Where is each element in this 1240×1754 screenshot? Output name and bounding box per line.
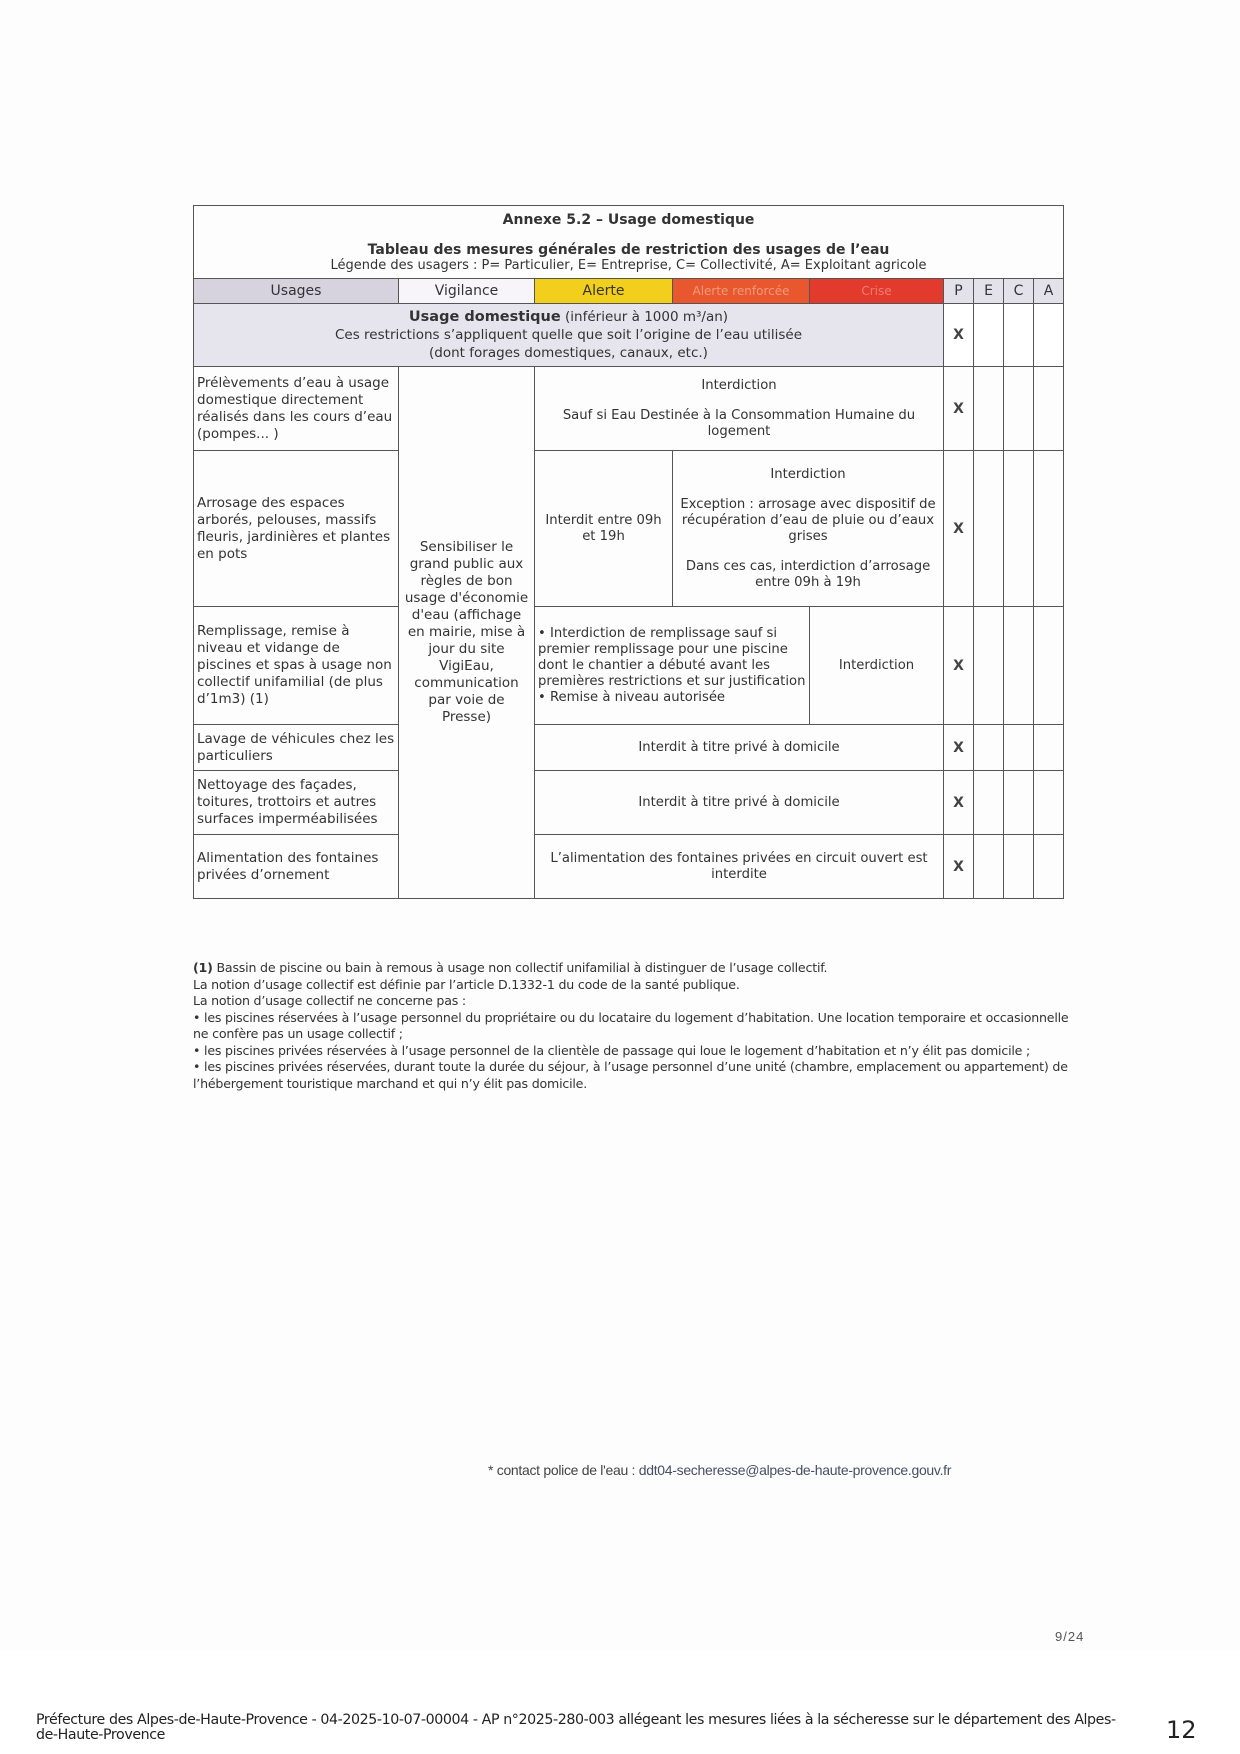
section-row: [194, 304, 1064, 367]
p-mark: X: [944, 725, 974, 771]
section-c-mark: [1004, 304, 1034, 367]
header-crise: Crise: [810, 279, 944, 304]
document-footer: Préfecture des Alpes-de-Haute-Provence - 04-2025-10-07-00004 - AP n°2025-280-003 allégeant les mesures liées à la sécheresse sur le département des Alpes-de-Haute-Provence: [36, 1712, 1116, 1743]
a-mark: [1034, 451, 1064, 607]
e-mark: [974, 725, 1004, 771]
section-p-mark: X: [944, 304, 974, 367]
usage-cell: Alimentation des fontaines privées d’ornement: [194, 835, 399, 899]
p-mark: X: [944, 835, 974, 899]
measure-title: Interdiction: [701, 377, 777, 393]
contact-label: * contact police de l'eau :: [488, 1462, 639, 1478]
a-mark: [1034, 835, 1064, 899]
measure-cell: Interdit à titre privé à domicile: [535, 725, 944, 771]
header-usages: Usages: [194, 279, 399, 304]
header-p: P: [944, 279, 974, 304]
table-row: [194, 451, 1064, 607]
measure-line2: • Remise à niveau autorisée: [538, 689, 726, 705]
usage-cell: Lavage de véhicules chez les particuliers: [194, 725, 399, 771]
footnote: [193, 960, 1073, 1092]
vigilance-cell: Sensibiliser le grand public aux règles de bon usage d'économie d'eau (affichage en mairie, mise à jour du site VigiEau, communication par voie de Presse): [399, 367, 535, 899]
header-c: C: [1004, 279, 1034, 304]
measure-cell: L’alimentation des fontaines privées en circuit ouvert est interdite: [535, 835, 944, 899]
header-row: [194, 279, 1064, 304]
footnote-bullet1: • les piscines réservées à l’usage personnel du propriétaire ou du locataire du logement d’habitation. Une location temporaire et occasionnelle ne confère pas un usage collectif ;: [193, 1009, 1069, 1041]
p-mark: X: [944, 367, 974, 451]
table-row: [194, 725, 1064, 771]
measure-line1: • Interdiction de remplissage sauf si premier remplissage pour une piscine dont le chantier a débuté avant les premières restrictions et sur justification: [538, 625, 806, 689]
a-mark: [1034, 771, 1064, 835]
contact-email-link[interactable]: ddt04-secheresse@alpes-de-haute-provence.gouv.fr: [638, 1462, 952, 1478]
contact-line: [488, 1462, 951, 1478]
usage-cell: Remplissage, remise à niveau et vidange de piscines et spas à usage non collectif unifamilial (de plus d’1m3) (1): [194, 607, 399, 725]
p-mark: X: [944, 607, 974, 725]
scan-page-number: 9/24: [1055, 1629, 1085, 1644]
e-mark: [974, 771, 1004, 835]
table-title-cell: [194, 206, 1064, 279]
footnote-line1-text: Bassin de piscine ou bain à remous à usage non collectif unifamilial à distinguer de l’usage collectif.: [212, 960, 828, 975]
e-mark: [974, 835, 1004, 899]
footnote-bullet2: • les piscines privées réservées à l’usage personnel de la clientèle de passage qui loue le logement d’habitation et n’y élit pas domicile ;: [193, 1042, 1031, 1058]
c-mark: [1004, 607, 1034, 725]
measure-detail: Sauf si Eau Destinée à la Consommation Humaine du logement: [562, 407, 916, 439]
footnote-bullet3: • les piscines privées réservées, durant toute la durée du séjour, à l’usage personnel d’une unité (chambre, emplacement ou appartement) de l’hébergement touristique marchand et qui n’y élit pas domicile.: [193, 1059, 1068, 1091]
header-e: E: [974, 279, 1004, 304]
measure-cell: [535, 367, 944, 451]
c-mark: [1004, 835, 1034, 899]
c-mark: [1004, 451, 1034, 607]
e-mark: [974, 451, 1004, 607]
alerte-cell: Interdit entre 09h et 19h: [535, 451, 673, 607]
section-e-mark: [974, 304, 1004, 367]
table-row: [194, 367, 1064, 451]
c-mark: [1004, 725, 1034, 771]
a-mark: [1034, 367, 1064, 451]
usage-cell: Arrosage des espaces arborés, pelouses, massifs fleuris, jardinières et plantes en pots: [194, 451, 399, 607]
footnote-line3: La notion d’usage collectif ne concerne pas :: [193, 993, 466, 1008]
section-line3: (dont forages domestiques, canaux, etc.): [429, 345, 708, 361]
header-vigilance: Vigilance: [399, 279, 535, 304]
crise-cell: Interdiction: [810, 607, 944, 725]
table-row: [194, 771, 1064, 835]
page-number: 12: [1166, 1716, 1197, 1744]
p-mark: X: [944, 451, 974, 607]
restriction-table: [193, 205, 1064, 899]
footnote-line1: [193, 960, 1073, 977]
annexe-title: Annexe 5.2 – Usage domestique: [502, 212, 755, 228]
alerte-renforcee-cell: [535, 607, 810, 725]
section-title-bold: Usage domestique: [408, 309, 561, 325]
users-legend: Légende des usagers : P= Particulier, E= Entreprise, C= Collectivité, A= Exploitant agricole: [330, 258, 927, 273]
table-row: [194, 835, 1064, 899]
section-title-rest: (inférieur à 1000 m³/an): [560, 309, 729, 325]
c-mark: [1004, 771, 1034, 835]
e-mark: [974, 367, 1004, 451]
e-mark: [974, 607, 1004, 725]
renforcee-crise-cell: [673, 451, 944, 607]
footnote-marker: (1): [193, 960, 213, 975]
measure-cell: Interdit à titre privé à domicile: [535, 771, 944, 835]
usage-cell: Nettoyage des façades, toitures, trottoirs et autres surfaces imperméabilisées: [194, 771, 399, 835]
a-mark: [1034, 725, 1064, 771]
measure-note: Dans ces cas, interdiction d’arrosage entre 09h à 19h: [685, 558, 931, 590]
section-heading: [194, 304, 944, 367]
section-a-mark: [1034, 304, 1064, 367]
usage-cell: Prélèvements d’eau à usage domestique directement réalisés dans les cours d’eau (pompes... ): [194, 367, 399, 451]
footnote-line2: La notion d’usage collectif est définie par l’article D.1332-1 du code de la santé publique.: [193, 976, 740, 992]
header-alerte-renforcee: Alerte renforcée: [673, 279, 810, 304]
a-mark: [1034, 607, 1064, 725]
header-a: A: [1034, 279, 1064, 304]
table-row: [194, 607, 1064, 725]
section-line2: Ces restrictions s’appliquent quelle que soit l’origine de l’eau utilisée: [335, 327, 802, 343]
c-mark: [1004, 367, 1034, 451]
header-alerte: Alerte: [535, 279, 673, 304]
table-subtitle: Tableau des mesures générales de restriction des usages de l’eau: [367, 242, 890, 258]
p-mark: X: [944, 771, 974, 835]
measure-exception: Exception : arrosage avec dispositif de récupération d’eau de pluie ou d’eaux grises: [680, 496, 936, 544]
measure-title: Interdiction: [770, 466, 846, 482]
